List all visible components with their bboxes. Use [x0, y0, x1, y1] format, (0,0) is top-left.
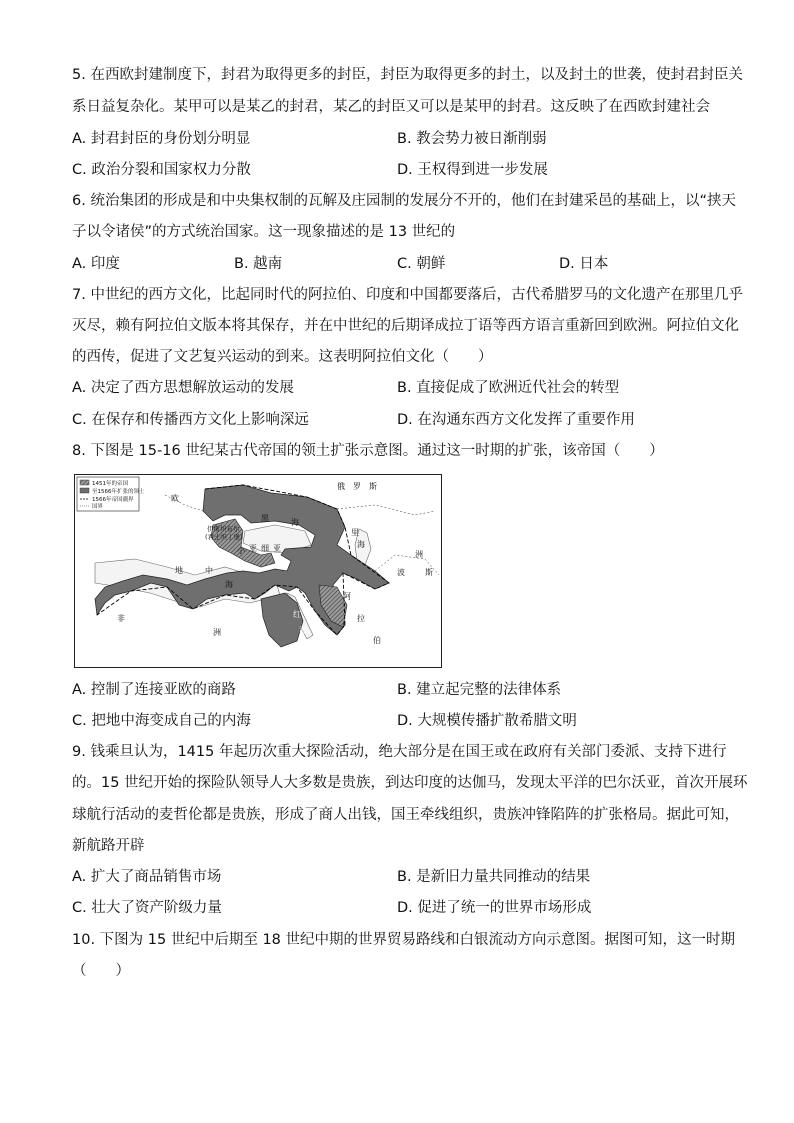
map-label-russia: 俄 罗 斯 [337, 482, 377, 491]
legend-1451-label: 1451年的帝国 [92, 481, 128, 487]
q6-option-b[interactable]: B. 越南 [234, 256, 283, 272]
q7-stem-line2: 灭尽，赖有阿拉伯文版本将其保存，并在中世纪的后期译成拉丁语等西方语言重新回到欧洲。阿拉伯文化 [72, 318, 739, 334]
q8-stem-line1: 8. 下图是 15-16 世纪某古代帝国的领土扩张示意图。通过这一时期的扩张，该帝国（ ） [72, 443, 664, 459]
map-label-mediterranean: 海 [225, 580, 233, 589]
map-label-red-sea: 海 [299, 626, 307, 635]
map-label-asia2: 亚 [273, 544, 281, 553]
q7-option-c[interactable]: C. 在保存和传播西方文化上影响深远 [72, 412, 309, 428]
border-line-1 [337, 505, 435, 515]
map-label-caspian-sea: 海 [357, 540, 365, 549]
map-label-xi: 细 [261, 544, 269, 553]
map-legend [77, 477, 145, 511]
legend-1566-label: 至1566年扩张的领土 [92, 489, 145, 495]
q9-option-c[interactable]: C. 壮大了资产阶级力量 [72, 900, 222, 916]
map-label-si: 斯 [425, 568, 433, 577]
map-label-black-sea: 海 [291, 518, 299, 527]
map-label-hong: 红 [293, 610, 301, 619]
q9-stem-line1: 9. 钱乘旦认为，1415 年起历次重大探险活动，绝大部分是在国王或在政府有关部门委派、支持下进行 [72, 744, 727, 760]
map-label-la: 拉 [357, 614, 365, 623]
map-label-di: 地 [175, 566, 183, 575]
map-label-li: 里 [351, 528, 359, 537]
ottoman-expansion-map [74, 474, 442, 668]
q6-option-c[interactable]: C. 朝鲜 [397, 256, 446, 272]
q6-option-a[interactable]: A. 印度 [72, 256, 120, 272]
q9-option-a[interactable]: A. 扩大了商品销售市场 [72, 869, 222, 885]
q10-stem-line2: （ ） [72, 963, 130, 979]
q5-option-b[interactable]: B. 教会势力被日渐削弱 [397, 131, 547, 147]
q9-stem-line4: 新航路开辟 [72, 838, 145, 854]
map-label-bo2: 伯 [373, 636, 381, 645]
q5-stem-line1: 5. 在西欧封建制度下，封君为取得更多的封臣，封臣为取得更多的封土，以及封土的世袭，使封君封臣关 [72, 67, 743, 83]
q8-option-c[interactable]: C. 把地中海变成自己的内海 [72, 713, 251, 729]
q8-option-a[interactable]: A. 控制了连接亚欧的商路 [72, 682, 236, 698]
map-label-zhong: 中 [205, 566, 213, 575]
q5-option-a[interactable]: A. 封君封臣的身份划分明显 [72, 131, 251, 147]
q6-stem-line1: 6. 统治集团的形成是和中央集权制的瓦解及庄园制的发展分不开的，他们在封建采邑的基础上，以“挟天 [72, 193, 736, 209]
map-label-africa1: 非 [117, 614, 125, 623]
legend-swatch-1566 [80, 488, 89, 493]
q5-option-d[interactable]: D. 王权得到进一步发展 [397, 162, 548, 178]
q9-stem-line3: 球航行活动的麦哲伦都是贵族，形成了商人出钱，国王牵线组织，贵族冲锋陷阵的扩张格局。据此可知， [72, 807, 739, 823]
map-label-bo: 波 [397, 568, 405, 577]
map-label-asia1: 亚 [249, 544, 257, 553]
q7-option-a[interactable]: A. 决定了西方思想解放运动的发展 [72, 380, 294, 396]
map-label-africa2: 洲 [213, 628, 221, 637]
q10-stem-line1: 10. 下图为 15 世纪中后期至 18 世纪中期的世界贸易路线和白银流动方向示意图。据图可知，这一时期 [72, 932, 736, 948]
q9-option-d[interactable]: D. 促进了统一的世界市场形成 [397, 900, 592, 916]
map-label-xiao: 小 [237, 546, 245, 555]
map-label-a: 阿 [343, 592, 351, 601]
map-label-zhou1: 洲 [415, 550, 423, 559]
q7-option-b[interactable]: B. 直接促成了欧洲近代社会的转型 [397, 380, 620, 396]
q6-stem-line2: 子以令诸侯”的方式统治国家。这一现象描述的是 13 世纪的 [72, 224, 456, 240]
q6-option-d[interactable]: D. 日本 [559, 256, 609, 272]
q7-option-d[interactable]: D. 在沟通东西方文化发挥了重要作用 [397, 412, 635, 428]
q7-stem-line1: 7. 中世纪的西方文化，比起同时代的阿拉伯、印度和中国都要落后，古代希腊罗马的文化遗产在那里几乎 [72, 287, 743, 303]
map-svg [75, 475, 441, 667]
q8-option-b[interactable]: B. 建立起完整的法律体系 [397, 682, 562, 698]
legend-swatch-1451 [80, 480, 89, 485]
map-label-europe: 欧 [171, 494, 179, 503]
legend-border-label: 国界 [92, 504, 104, 510]
q7-stem-line3: 的西传，促进了文艺复兴运动的到来。这表明阿拉伯文化（ ） [72, 349, 493, 365]
q5-stem-line2: 系日益复杂化。某甲可以是某乙的封君，某乙的封臣又可以是某甲的封君。这反映了在西欧封建社会 [72, 99, 710, 115]
q5-option-c[interactable]: C. 政治分裂和国家权力分散 [72, 162, 251, 178]
q9-stem-line2: 的。15 世纪开始的探险队领导人大多数是贵族，到达印度的达伽马，发现太平洋的巴尔沃亚，首次开展环 [72, 775, 748, 791]
legend-boundary-label: 1566年帝国疆界 [92, 497, 134, 503]
q9-option-b[interactable]: B. 是新旧力量共同推动的结果 [397, 869, 591, 885]
map-label-black: 黑 [261, 514, 269, 523]
map-label-constantinople: (君士坦丁堡) [205, 533, 243, 541]
map-label-istanbul: 伊斯坦布尔 [207, 525, 240, 533]
q8-option-d[interactable]: D. 大规模传播扩散希腊文明 [397, 713, 577, 729]
